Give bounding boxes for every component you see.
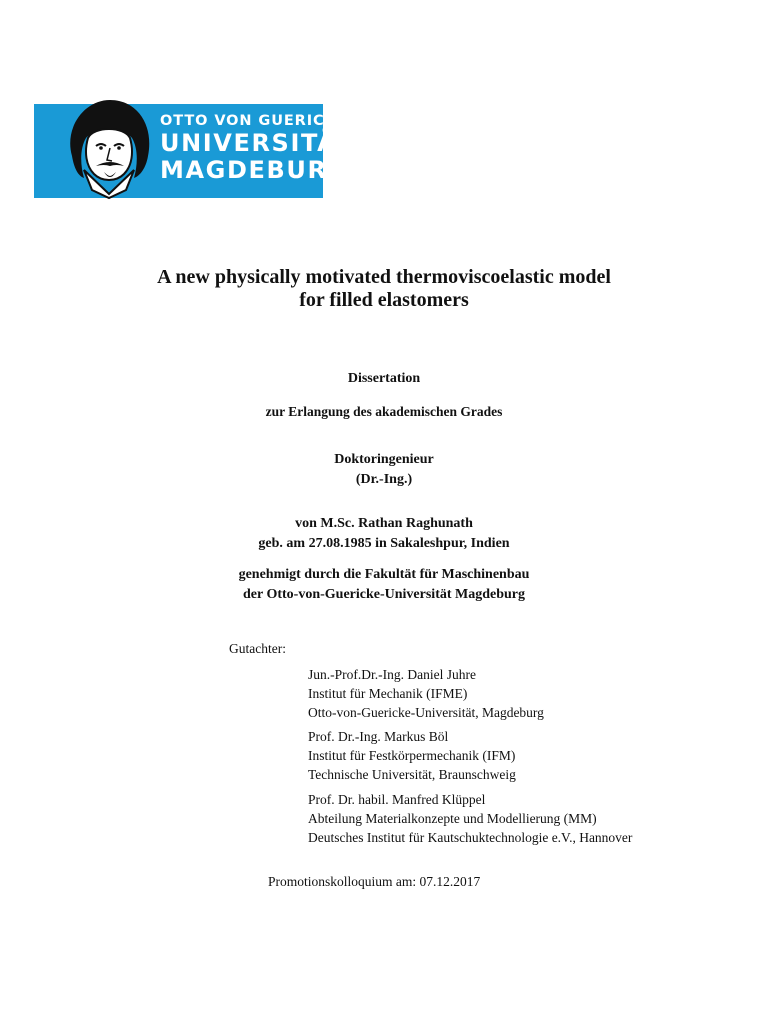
otto-von-guericke-portrait	[54, 98, 164, 202]
author-block	[0, 514, 768, 554]
reviewer-name: Prof. Dr.-Ing. Markus Böl	[308, 729, 449, 744]
reviewer-affiliation: Technische Universität, Braunschweig	[308, 767, 516, 782]
thesis-title-line-2: for filled elastomers	[299, 289, 469, 311]
thesis-title	[0, 266, 768, 312]
reviewer-institute: Institut für Mechanik (IFME)	[308, 686, 468, 701]
logo-line-1: OTTO VON GUERICKE	[160, 113, 348, 129]
approval-university: der Otto-von-Guericke-Universität Magdeburg	[242, 587, 526, 602]
colloquium-date: Promotionskolloquium am: 07.12.2017	[268, 874, 481, 889]
logo-line-2: UNIVERSITÄT	[160, 129, 354, 157]
reviewer-affiliation: Deutsches Institut für Kautschuktechnologie e.V., Hannover	[308, 830, 633, 845]
approval-block	[0, 565, 768, 605]
logo-wordmark	[160, 112, 353, 184]
degree-name: Doktoringenieur	[334, 452, 434, 467]
reviewers-label: Gutachter:	[229, 641, 286, 656]
author-name: von M.Sc. Rathan Raghunath	[295, 516, 473, 531]
reviewer-affiliation: Otto-von-Guericke-Universität, Magdeburg	[308, 705, 544, 720]
document-type: Dissertation	[347, 371, 421, 386]
approval-faculty: genehmigt durch die Fakultät für Maschinenbau	[238, 567, 530, 582]
reviewer-1	[308, 665, 544, 722]
logo-line-3: MAGDEBURG	[160, 156, 349, 184]
reviewer-name: Prof. Dr. habil. Manfred Klüppel	[308, 792, 486, 807]
reviewer-3	[308, 790, 632, 847]
author-birth: geb. am 27.08.1985 in Sakaleshpur, Indien	[258, 536, 510, 551]
reviewer-2	[308, 727, 516, 784]
degree-block	[0, 450, 768, 490]
degree-abbreviation: (Dr.-Ing.)	[355, 472, 413, 487]
reviewer-institute: Institut für Festkörpermechanik (IFM)	[308, 748, 516, 763]
university-logo	[34, 104, 354, 200]
reviewer-name: Jun.-Prof.Dr.-Ing. Daniel Juhre	[308, 667, 476, 682]
thesis-title-line-1: A new physically motivated thermoviscoelastic model	[157, 266, 611, 288]
reviewer-institute: Abteilung Materialkonzepte und Modellierung (MM)	[308, 811, 597, 826]
degree-purpose: zur Erlangung des akademischen Grades	[265, 404, 503, 419]
